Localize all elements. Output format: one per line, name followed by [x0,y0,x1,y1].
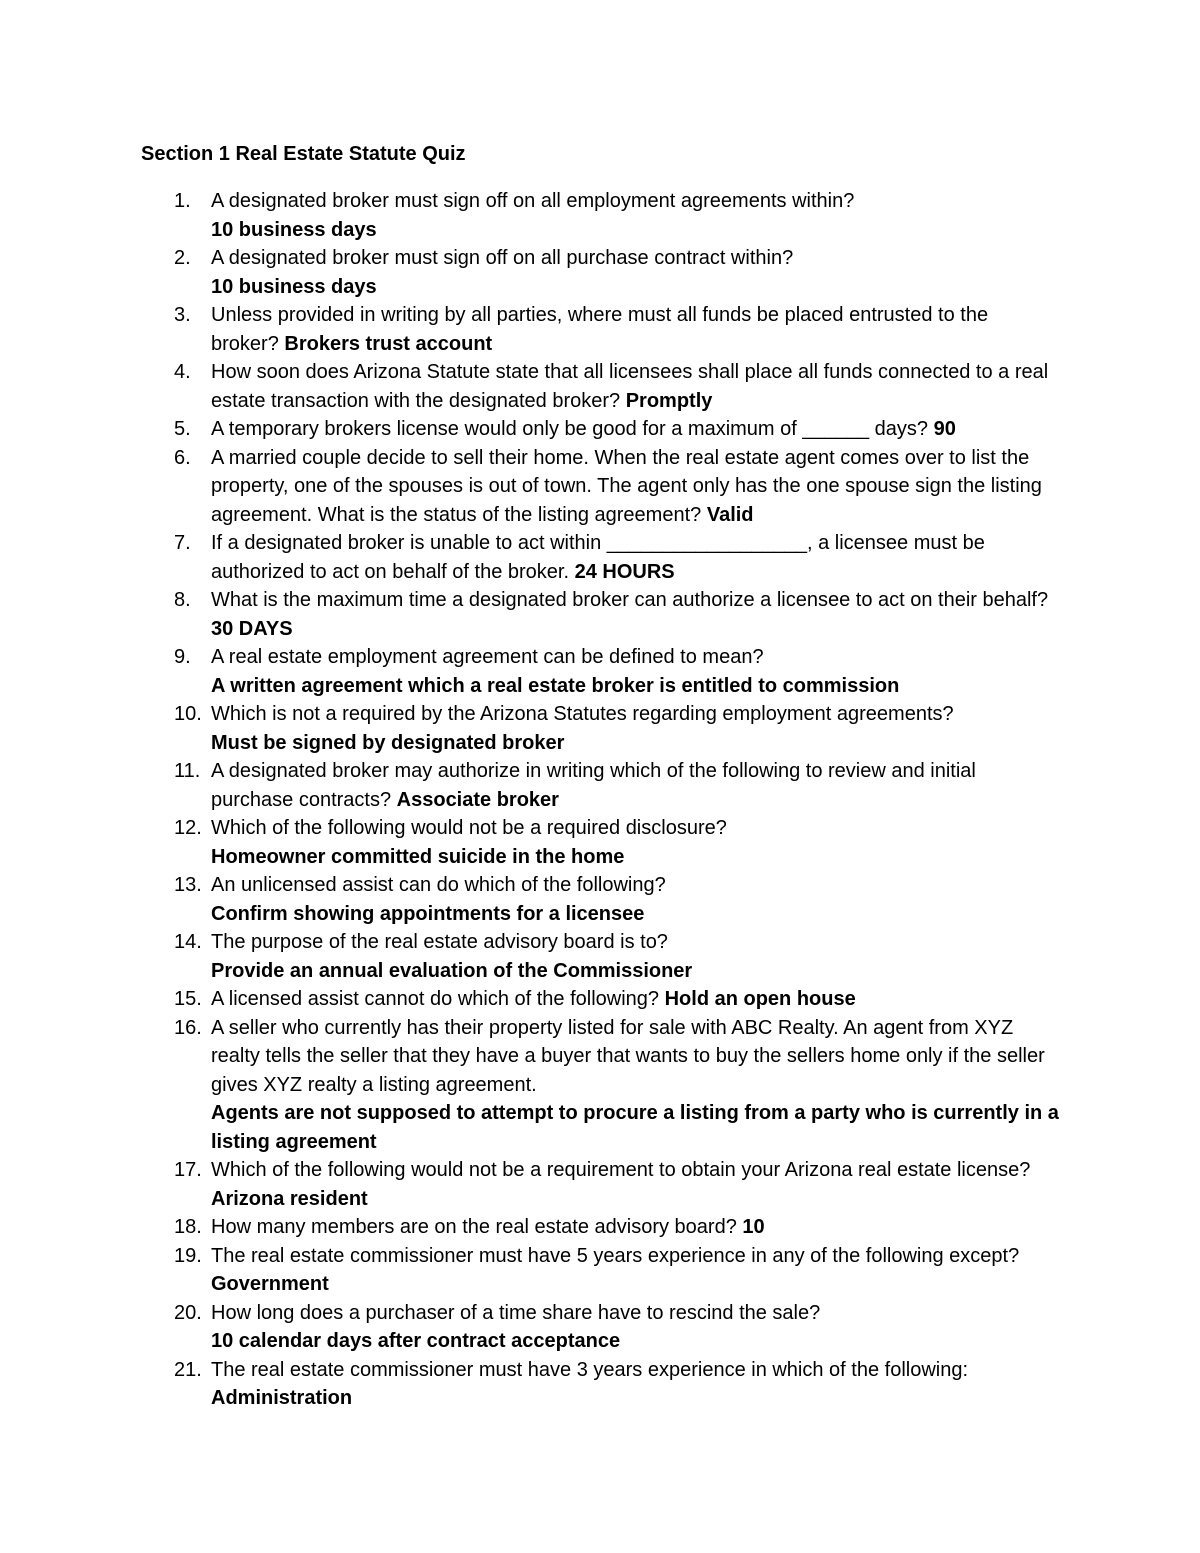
list-item [0,985,1061,1014]
item-number: 7. [174,532,191,554]
list-item [0,444,1061,530]
item-number: 17. [174,1159,202,1181]
question-text: What is the maximum time a designated broker can authorize a licensee to act on their behalf? [211,589,1049,611]
answer-text: Must be signed by designated broker [211,731,565,754]
answer-text: 24 HOURS [574,560,675,583]
list-item [0,814,1061,871]
list-item [0,1356,1061,1413]
answer-text: 10 [742,1216,765,1238]
question-text: A seller who currently has their property listed for sale with ABC Realty. An agent from XYZ realty tells the seller that they have a buyer that wants to buy the sellers home only if the seller gives XYZ realty a listing agreement. [211,1016,1045,1096]
list-item [0,1014,1061,1157]
question-text: A designated broker may authorize in writing which of the following to review and initial purchase contracts? [211,760,976,811]
answer-text: 10 business days [211,218,377,241]
item-number: 3. [174,304,191,326]
answer-text: Valid [706,503,754,526]
question-text: A married couple decide to sell their home. When the real estate agent comes over to list the property, one of the spouses is out of town. The agent only has the one spouse sign the listing agreement. What is the status of the listing agreement? [211,446,1042,526]
answer-text: Government [211,1273,329,1295]
item-number: 6. [174,446,191,469]
list-item [0,529,1061,586]
list-item [0,586,1061,643]
question-text: The purpose of the real estate advisory board is to? [211,931,668,953]
question-text: How soon does Arizona Statute state that all licensees shall place all funds connected to a real estate transaction with the designated broker? [211,361,1049,412]
list-item [0,643,1061,700]
answer-text: 90 [933,418,956,440]
answer-text: 10 business days [211,275,377,298]
item-number: 16. [174,1016,202,1039]
item-number: 1. [174,190,191,212]
question-text: A designated broker must sign off on all purchase contract within? [211,247,794,269]
list-item [0,1156,1061,1213]
item-number: 18. [174,1216,202,1238]
list-item [0,187,1061,244]
item-number: 5. [174,418,191,440]
question-text: An unlicensed assist can do which of the following? [211,874,666,896]
question-text: Which is not a required by the Arizona Statutes regarding employment agreements? [211,703,954,725]
answer-text: Associate broker [396,788,559,811]
question-text: Which of the following would not be a required disclosure? [211,817,727,839]
item-number: 8. [174,589,191,611]
item-number: 15. [174,988,202,1010]
list-item [0,358,1061,415]
quiz-list [0,187,1200,1413]
answer-text: A written agreement which a real estate broker is entitled to commission [211,674,900,697]
item-number: 21. [174,1358,202,1381]
answer-text: Hold an open house [664,988,856,1010]
item-number: 4. [174,361,191,383]
list-item [0,415,1061,444]
list-item [0,928,1061,985]
list-item [0,1213,1061,1242]
list-item [0,301,1061,358]
answer-text: Confirm showing appointments for a licensee [211,902,645,925]
answer-text: Promptly [625,389,713,412]
answer-text: Agents are not supposed to attempt to procure a listing from a party who is currently in a listing agreement [211,1102,1059,1153]
question-text: If a designated broker is unable to act within __________________, a licensee must be authorized to act on behalf of the broker. [211,532,985,583]
question-text: How long does a purchaser of a time share have to rescind the sale? [211,1301,821,1324]
item-number: 13. [174,874,202,896]
question-text: A real estate employment agreement can be defined to mean? [211,646,764,668]
question-text: The real estate commissioner must have 5 years experience in any of the following except? [211,1244,1020,1267]
list-item [0,700,1061,757]
item-number: 12. [174,817,202,839]
answer-text: Provide an annual evaluation of the Commissioner [211,959,693,982]
item-number: 10. [174,703,202,725]
answer-text: Brokers trust account [284,332,493,355]
answer-text: Administration [211,1387,353,1409]
item-number: 20. [174,1301,202,1324]
list-item [0,1299,1061,1356]
item-number: 2. [174,247,191,269]
answer-text: Arizona resident [211,1187,368,1210]
answer-text: 10 calendar days after contract acceptance [211,1330,621,1352]
item-number: 11. [174,760,201,782]
question-text: Which of the following would not be a requirement to obtain your Arizona real estate license? [211,1159,1031,1181]
list-item [0,244,1061,301]
item-number: 19. [174,1244,202,1267]
list-item [0,871,1061,928]
question-text: A temporary brokers license would only be good for a maximum of ______ days? [211,418,934,440]
answer-text: 30 DAYS [211,617,293,640]
page-title: Section 1 Real Estate Statute Quiz [141,143,466,165]
list-item [0,1242,1061,1299]
question-text: A designated broker must sign off on all employment agreements within? [211,190,855,212]
question-text: Unless provided in writing by all parties, where must all funds be placed entrusted to the broker? [211,304,989,355]
answer-text: Homeowner committed suicide in the home [211,845,625,868]
item-number: 9. [174,646,191,668]
question-text: The real estate commissioner must have 3 years experience in which of the following: [211,1358,969,1381]
question-text: How many members are on the real estate advisory board? [211,1216,743,1238]
list-item [0,757,1061,814]
item-number: 14. [174,931,202,953]
question-text: A licensed assist cannot do which of the following? [211,988,665,1010]
